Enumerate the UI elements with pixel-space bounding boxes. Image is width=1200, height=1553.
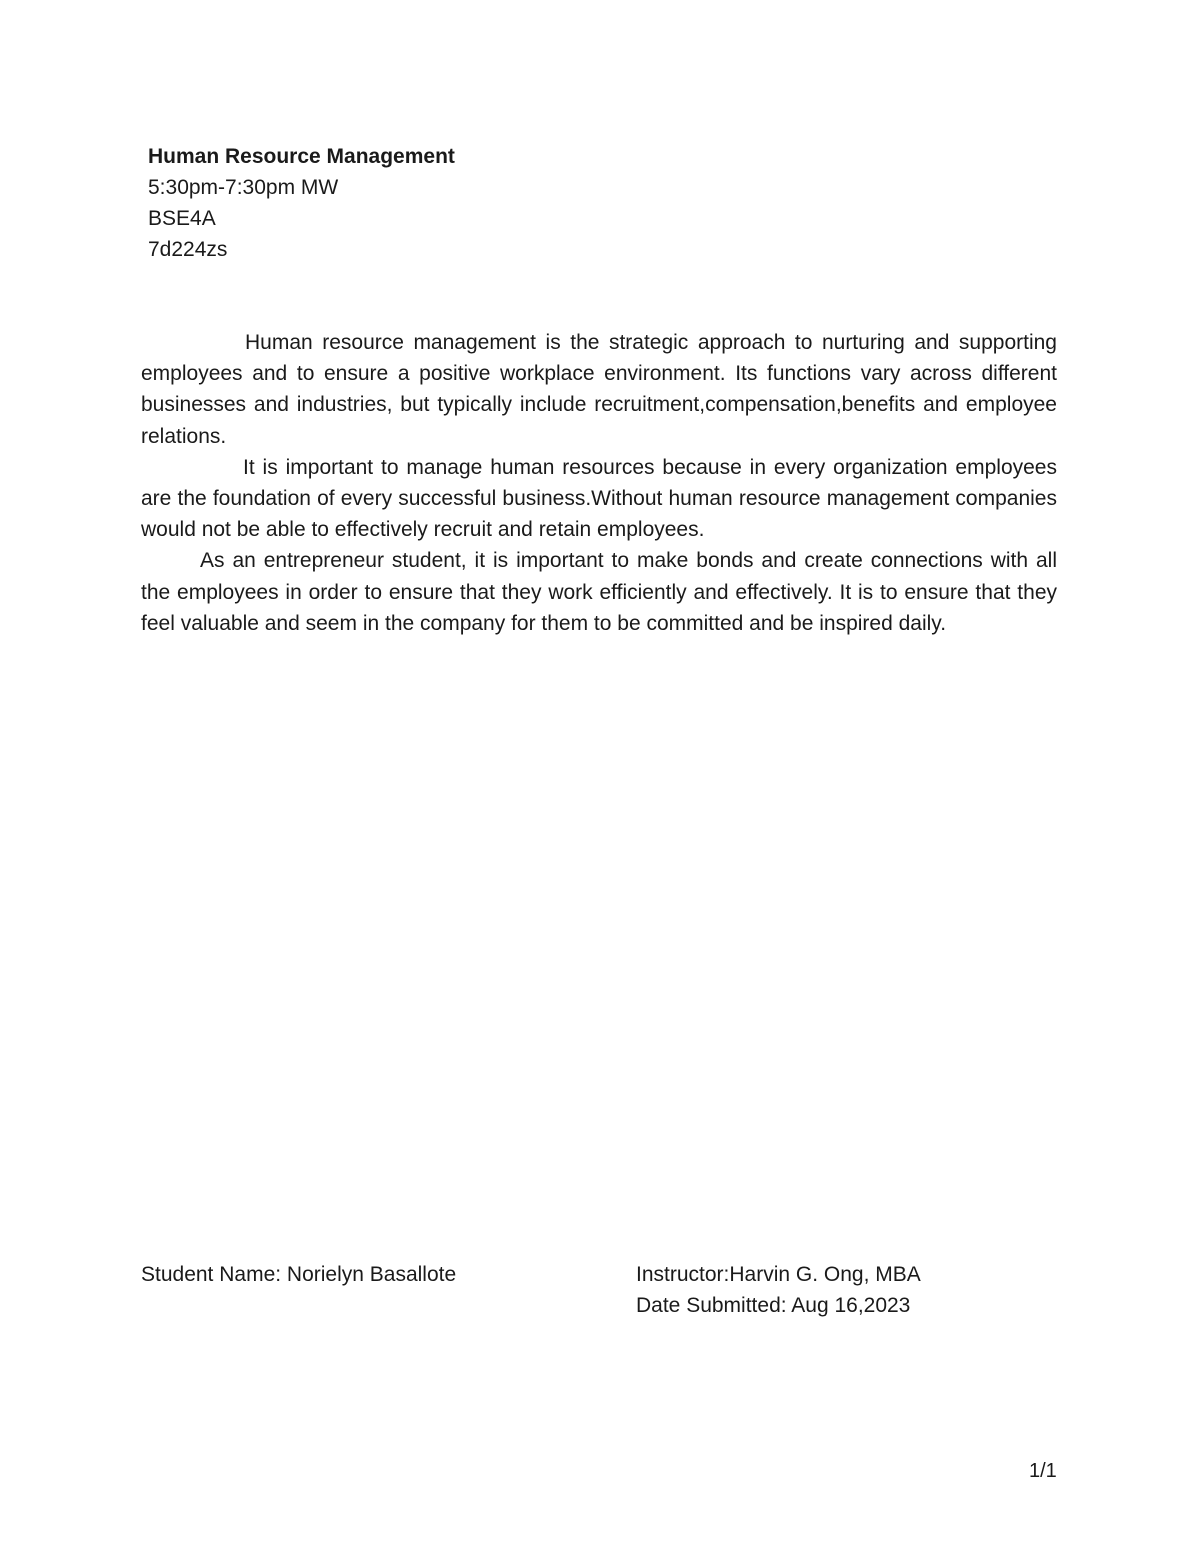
submission-info <box>636 1259 921 1321</box>
document-title: Human Resource Management <box>148 145 455 168</box>
body-paragraph-3: As an entrepreneur student, it is important to make bonds and create connections with all the employees in order to ensure that they work efficiently and effectively. It is to ensure that they feel valuable and seem in the company for them to be committed and be inspired daily. <box>141 549 1057 635</box>
instructor-name: Instructor:Harvin G. Ong, MBA <box>636 1263 921 1286</box>
page-number: 1/1 <box>1029 1460 1057 1482</box>
document-body <box>141 327 1057 639</box>
class-section: BSE4A <box>148 207 216 230</box>
date-submitted: Date Submitted: Aug 16,2023 <box>636 1294 911 1317</box>
document-header <box>148 141 848 265</box>
class-schedule: 5:30pm-7:30pm MW <box>148 176 339 199</box>
body-paragraph-1: Human resource management is the strategic approach to nurturing and supporting employees and to ensure a positive workplace environment. Its functions vary across different businesses and industries, but typically include recruitment,compensation,benefits and employee relations. <box>141 331 1057 448</box>
student-name: Student Name: Norielyn Basallote <box>141 1263 457 1286</box>
class-code: 7d224zs <box>148 238 228 261</box>
body-paragraph-2: It is important to manage human resources because in every organization employees are the foundation of every successful business.Without human resource management companies would not be able to effectively recruit and retain employees. <box>141 455 1057 542</box>
